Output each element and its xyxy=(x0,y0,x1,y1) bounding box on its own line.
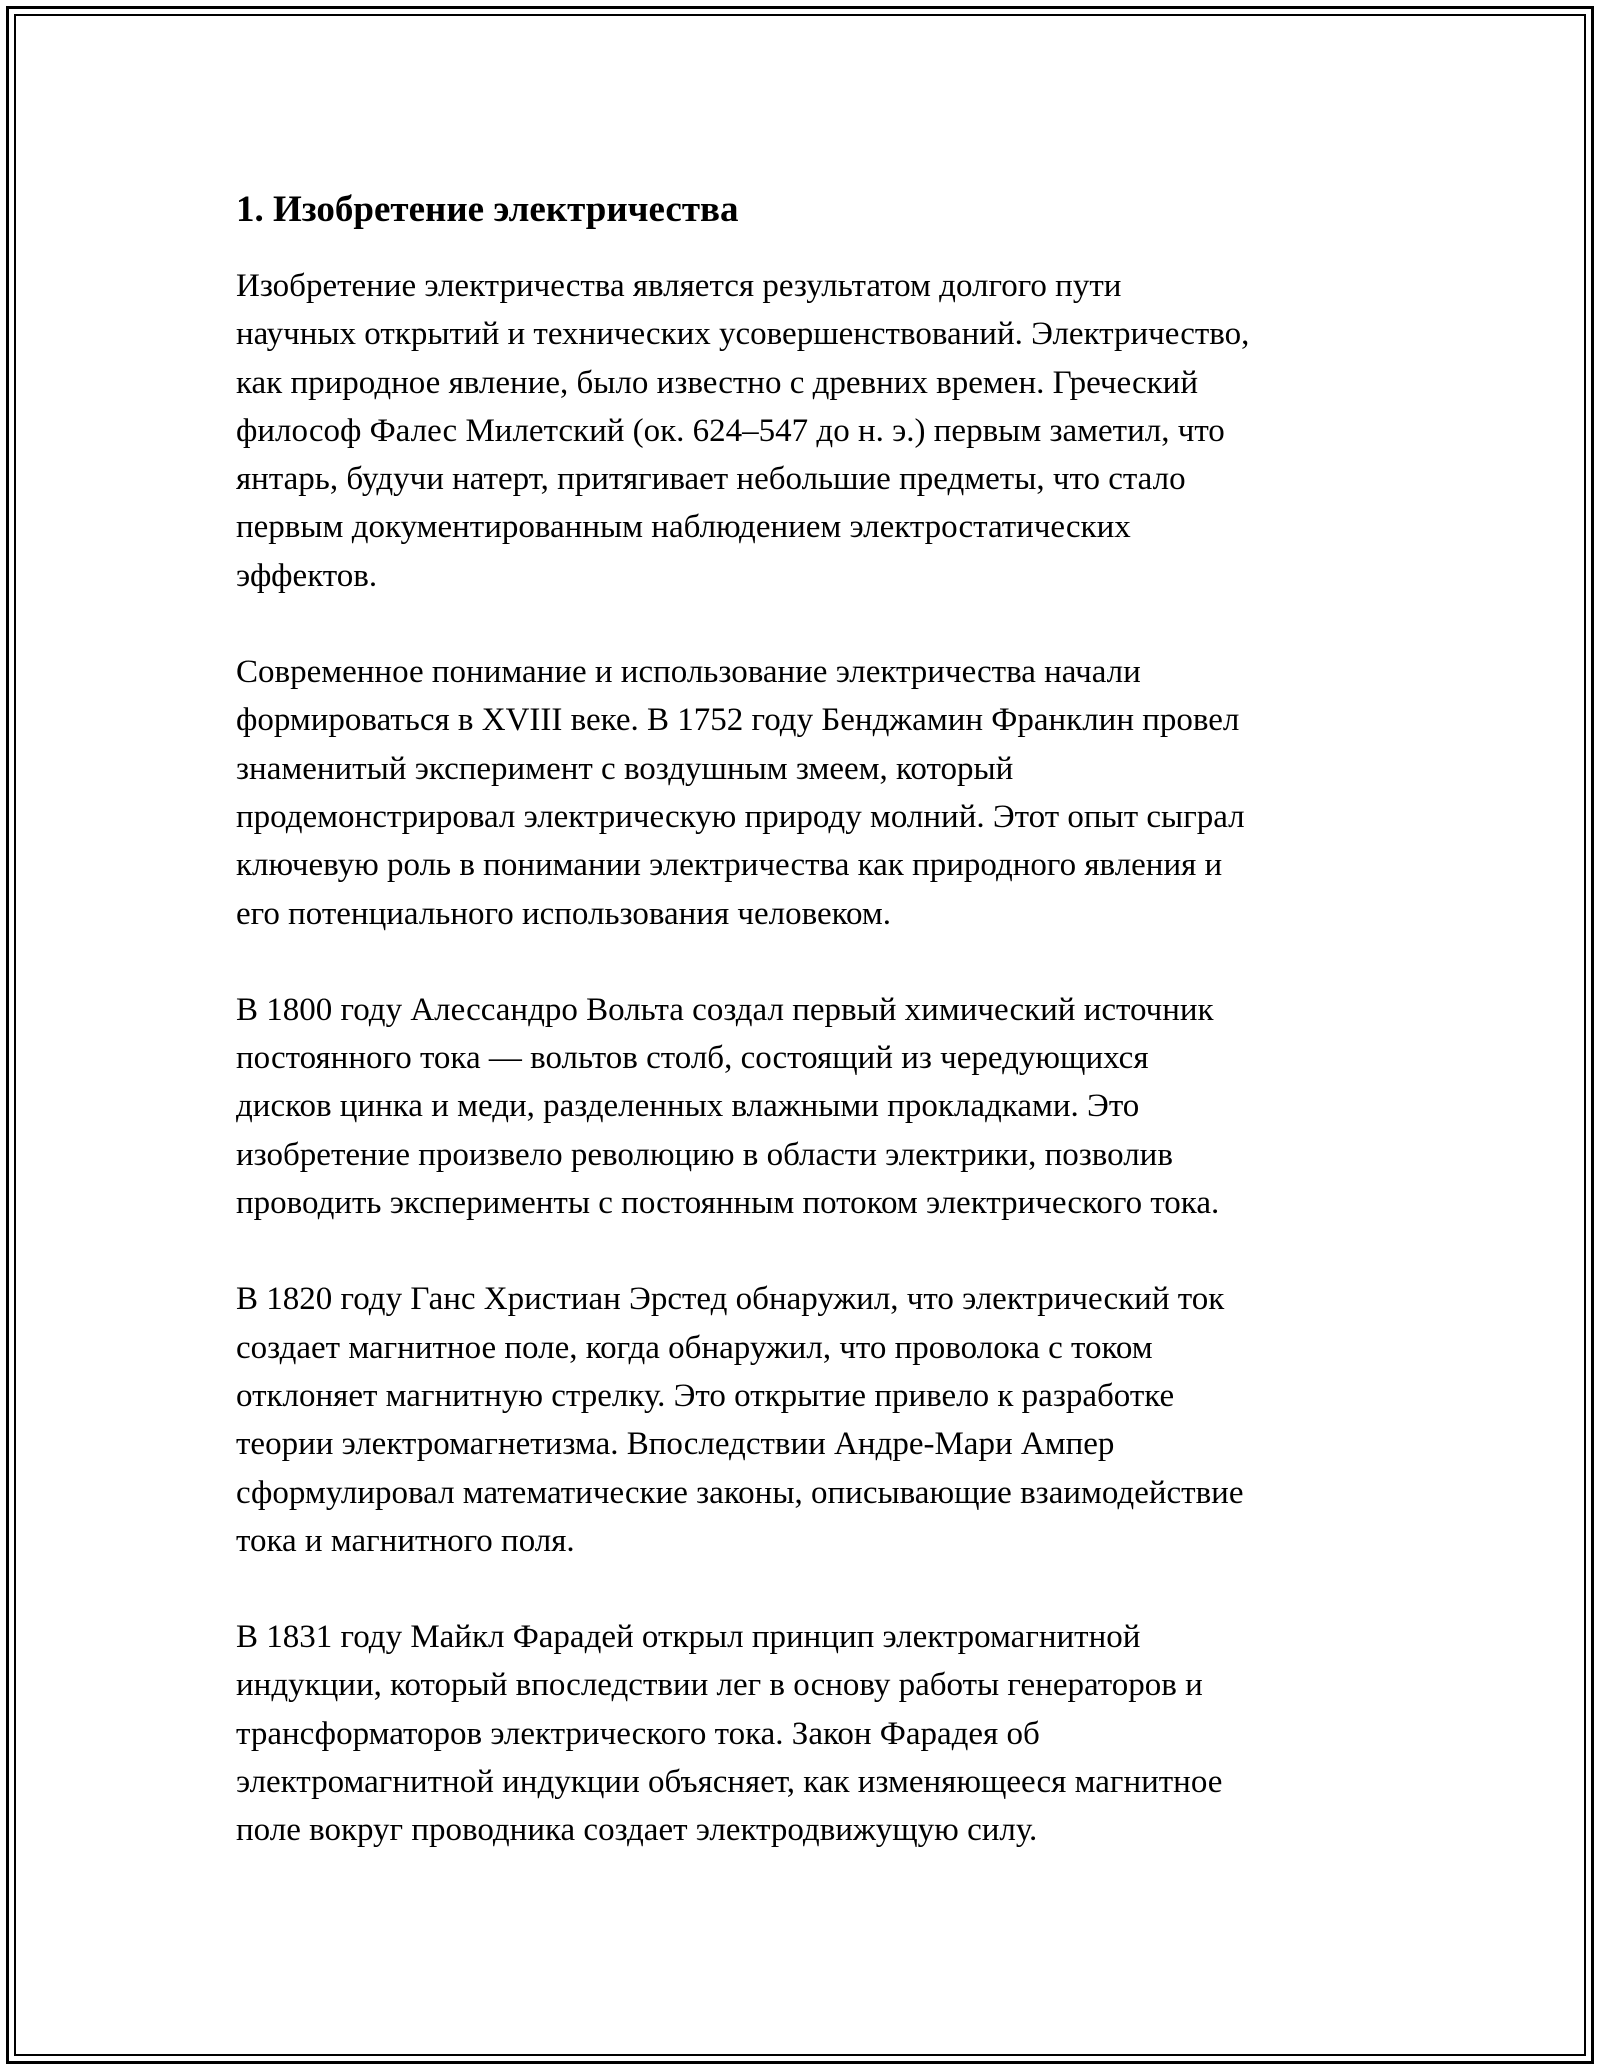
paragraph-franklin: Современное понимание и использование электричества начали формироваться в XVIII веке. В 1752 году Бенджамин Франклин провел знаменитый эксперимент с воздушным змеем, который продемонстрировал электрическую природу молний. Этот опыт сыграл ключевую роль в понимании электричества как природного явления и его потенциального использования человеком. xyxy=(236,654,1245,932)
section-heading: 1. Изобретение электричества xyxy=(236,189,739,230)
paragraph-volta: В 1800 году Алессандро Вольта создал первый химический источник постоянного тока — вольтов столб, состоящий из чередующихся дисков цинка и меди, разделенных влажными прокладками. Это изобретение произвело революцию в области электрики, позволив проводить эксперименты с постоянным потоком электрического тока. xyxy=(236,991,1220,1222)
document-body xyxy=(236,186,1366,1903)
paragraph-faraday: В 1831 году Майкл Фарадей открыл принцип электромагнитной индукции, который впоследствии лег в основу работы генераторов и трансформаторов электрического тока. Закон Фарадея об электромагнитной индукции объясняет, как изменяющееся магнитное поле вокруг проводника создает электродвижущую силу. xyxy=(236,1619,1223,1849)
paragraph-oersted: В 1820 году Ганс Христиан Эрстед обнаружил, что электрический ток создает магнитное поле, когда обнаружил, что проволока с током отклоняет магнитную стрелку. Это открытие привело к разработке теории электромагнетизма. Впоследствии Андре-Мари Ампер сформулировал математические законы, описывающие взаимодействие тока и магнитного поля. xyxy=(236,1281,1244,1559)
paragraph-ancient-history: Изобретение электричества является результатом долгого пути научных открытий и технических усовершенствований. Электричество, как природное явление, было известно с древних времен. Греческий философ Фалес Милетский (ок. 624–547 до н. э.) первым заметил, что янтарь, будучи натерт, притягивает небольшие предметы, что стало первым документированным наблюдением электростатических эффектов. xyxy=(236,268,1250,594)
